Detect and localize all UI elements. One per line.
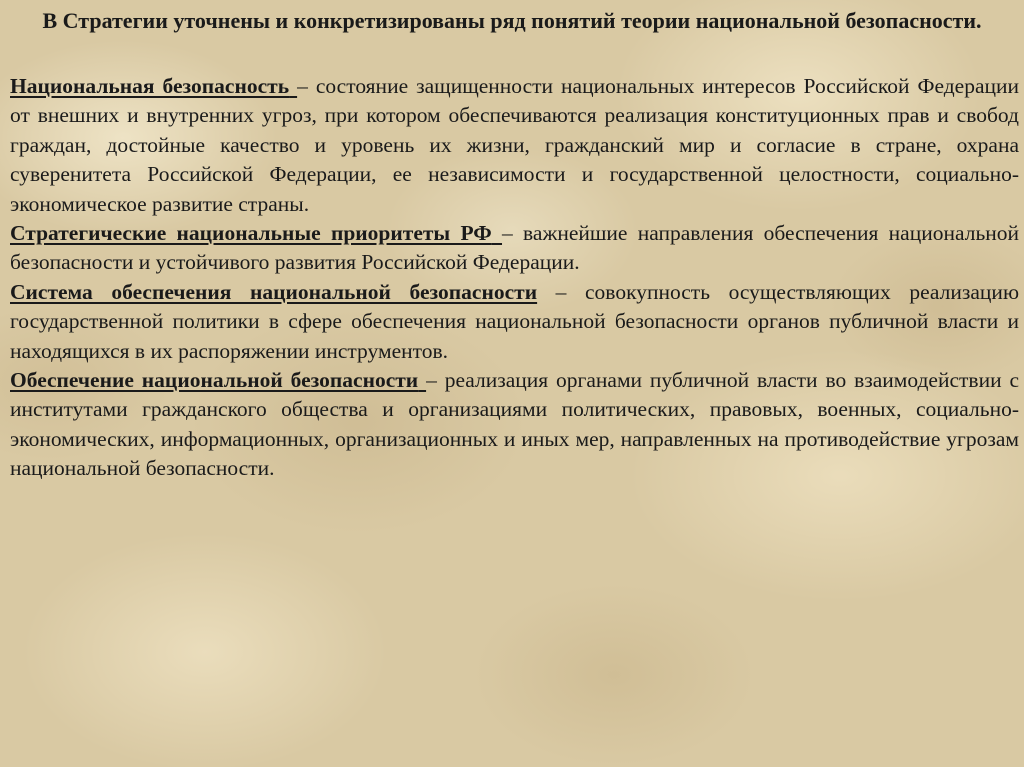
definition-strategic-priorities <box>10 219 1019 278</box>
definition-term: Система обеспечения национальной безопасности <box>10 279 538 304</box>
definition-ensuring-security <box>10 366 1019 484</box>
definition-dash: – <box>502 221 524 246</box>
definition-term-underline <box>289 74 297 98</box>
definition-term: Национальная безопасность <box>10 74 290 98</box>
definition-term: Обеспечение национальной безопасности <box>10 368 419 393</box>
definition-text: состояние защищенности национальных интересов Российской Федерации от внешних и внутренних угроз, при котором обеспечиваются реализация конституционных прав и свобод граждан, достойные качество и уровень их жизни, гражданский мир и согласие в стране, охрана суверенитета Российской Федерации, ее независимости и государственной целостности, социально-экономическое развитие страны. <box>10 74 1020 216</box>
definition-dash: – <box>297 74 316 98</box>
definition-text: реализация органами публичной власти во взаимодействии с институтами гражданского общества и организациями политических, правовых, военных, социально-экономических, информационных, организационных и иных мер, направленных на противодействие угрозам национальной безопасности. <box>10 368 1019 481</box>
slide-title: В Стратегии уточнены и конкретизированы ряд понятий теории национальной безопасности. <box>42 8 982 33</box>
definition-text: важнейшие направления обеспечения национальной безопасности и устойчивого развития Российской Федерации. <box>10 221 1020 275</box>
definition-dash: – <box>537 279 586 304</box>
definition-text: совокупность осуществляющих реализацию государственной политики в сфере обеспечения национальной безопасности органов публичной власти и находящихся в их распоряжении инструментов. <box>10 279 1020 363</box>
definitions-list <box>10 72 1019 484</box>
definition-term-underline <box>492 221 502 245</box>
definition-term: Стратегические национальные приоритеты РФ <box>10 221 492 246</box>
definition-national-security <box>10 72 1019 219</box>
definition-security-system <box>10 278 1019 366</box>
definition-dash: – <box>426 368 445 393</box>
definition-term-underline <box>418 368 426 392</box>
